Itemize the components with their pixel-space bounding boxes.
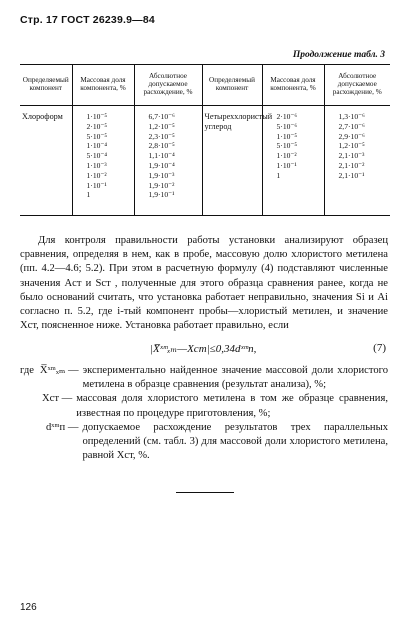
table-cell: 1,2·10⁻⁵ [148, 121, 175, 131]
table-cell: 5·10⁻⁶ [276, 121, 298, 131]
mass-fraction-right [262, 106, 324, 216]
discrepancy-right [324, 106, 390, 216]
component-name-left: Хлороформ [20, 106, 72, 216]
table-cell: 5·10⁻⁴ [86, 151, 108, 161]
table-cell: 1,9·10⁻⁴ [148, 160, 175, 170]
page-header: Стр. 17 ГОСТ 26239.9—84 [20, 14, 155, 26]
component-name-right: Четыреххлористый углерод [202, 106, 262, 216]
table-cell: 1·10⁻² [86, 170, 107, 180]
definition-term: Xст — [42, 393, 73, 405]
table-cell: 1,9·10⁻¹ [148, 190, 175, 200]
table-cell: 2·10⁻⁶ [276, 112, 298, 121]
definition-text: массовая доля хлористого метилена в том же образце сравнения, известная по процедуре приготовления, %; [76, 393, 388, 419]
column-header: Определяемый компонент [20, 65, 72, 106]
column-header: Массовая доля компонента, % [72, 65, 134, 106]
mass-fraction-left [72, 106, 134, 216]
table-cell: 1·10⁻¹ [86, 180, 107, 190]
formula-row [20, 342, 388, 362]
definition-item [20, 392, 388, 420]
table-row [20, 106, 390, 216]
table-cell: 5·10⁻⁵ [86, 131, 108, 141]
column-header: Массовая доля компонента, % [262, 65, 324, 106]
table-caption: Продолжение табл. 3 [292, 50, 385, 60]
table-cell: 2,3·10⁻⁵ [148, 131, 175, 141]
formula-number: (7) [373, 342, 386, 354]
table-cell: 1·10⁻⁵ [276, 131, 298, 141]
definition-item [20, 421, 388, 464]
table-cell: 1,3·10⁻⁶ [338, 112, 365, 121]
table-cell: 1·10⁻³ [86, 160, 107, 170]
table-cell: 1 [86, 190, 91, 200]
definition-text: допускаемое расхождение результатов трех параллельных определений (см. табл. 3) для массовой доли хлористого метилена, равной Xст, %. [82, 421, 388, 462]
table-cell: 2,7·10⁻⁶ [338, 121, 365, 131]
table-cell: 1,9·10⁻³ [148, 170, 175, 180]
definition-item [20, 364, 388, 392]
table-cell: 2,9·10⁻⁶ [338, 131, 365, 141]
table-cell: 2,1·10⁻¹ [338, 170, 365, 180]
table-cell: 1·10⁻⁵ [86, 112, 108, 121]
page-number: 126 [20, 602, 37, 613]
table-cell: 6,7·10⁻⁶ [148, 112, 175, 121]
formula: |X̅ˣᵐₓₘ—Xст|≤0,34dˣᵐп, [150, 343, 257, 355]
discrepancy-left [134, 106, 202, 216]
definitions-intro: где [20, 365, 34, 376]
data-table [20, 64, 390, 216]
table-cell: 1·10⁻¹ [276, 160, 297, 170]
table-cell: 2,8·10⁻⁵ [148, 141, 175, 151]
definitions [20, 364, 388, 463]
table-cell: 5·10⁻⁵ [276, 141, 298, 151]
table-header-row [20, 65, 390, 106]
body-text [20, 234, 388, 333]
table-cell: 1·10⁻⁴ [86, 141, 108, 151]
table-cell: 1 [276, 170, 281, 180]
table-cell: 1,2·10⁻⁵ [338, 141, 365, 151]
definition-text: экспериментально найденное значение массовой доли хлористого метилена в образце сравнения (результат анализа), %; [82, 365, 388, 391]
definition-term: X̅ˣᵐₓₘ — [39, 365, 79, 376]
table-cell: 1,1·10⁻⁴ [148, 151, 175, 161]
column-header: Абсолютное допускаемое расхождение, % [134, 65, 202, 106]
table-cell: 1·10⁻² [276, 151, 297, 161]
table-cell: 2,1·10⁻² [338, 160, 365, 170]
table-cell: 2,1·10⁻³ [338, 151, 365, 161]
table-cell: 2·10⁻⁵ [86, 121, 108, 131]
table-cell: 1,9·10⁻² [148, 180, 175, 190]
column-header: Определяемый компонент [202, 65, 262, 106]
column-header: Абсолютное допускаемое расхождение, % [324, 65, 390, 106]
definition-term: dˣᵐп — [46, 421, 79, 433]
paragraph: Для контроля правильности работы установки анализируют образец сравнения, определяя в нем, как в пробе, массовую долю хлористого метилена (пп. 4.2—4.6; 5.2). При этом в расчетную формулу (4) подставляют численные значения Aст и Sст , полученные для этого образца сравнения ранее, когда не было оснований считать, что установка работает неправильно, значения Si и Ai согласно п. 5.2, где i-тый компонент пробы—хлористый метилен, и значение Xст, поясненное ниже. Установка работает правильно, если [20, 235, 388, 332]
section-divider [176, 492, 234, 493]
